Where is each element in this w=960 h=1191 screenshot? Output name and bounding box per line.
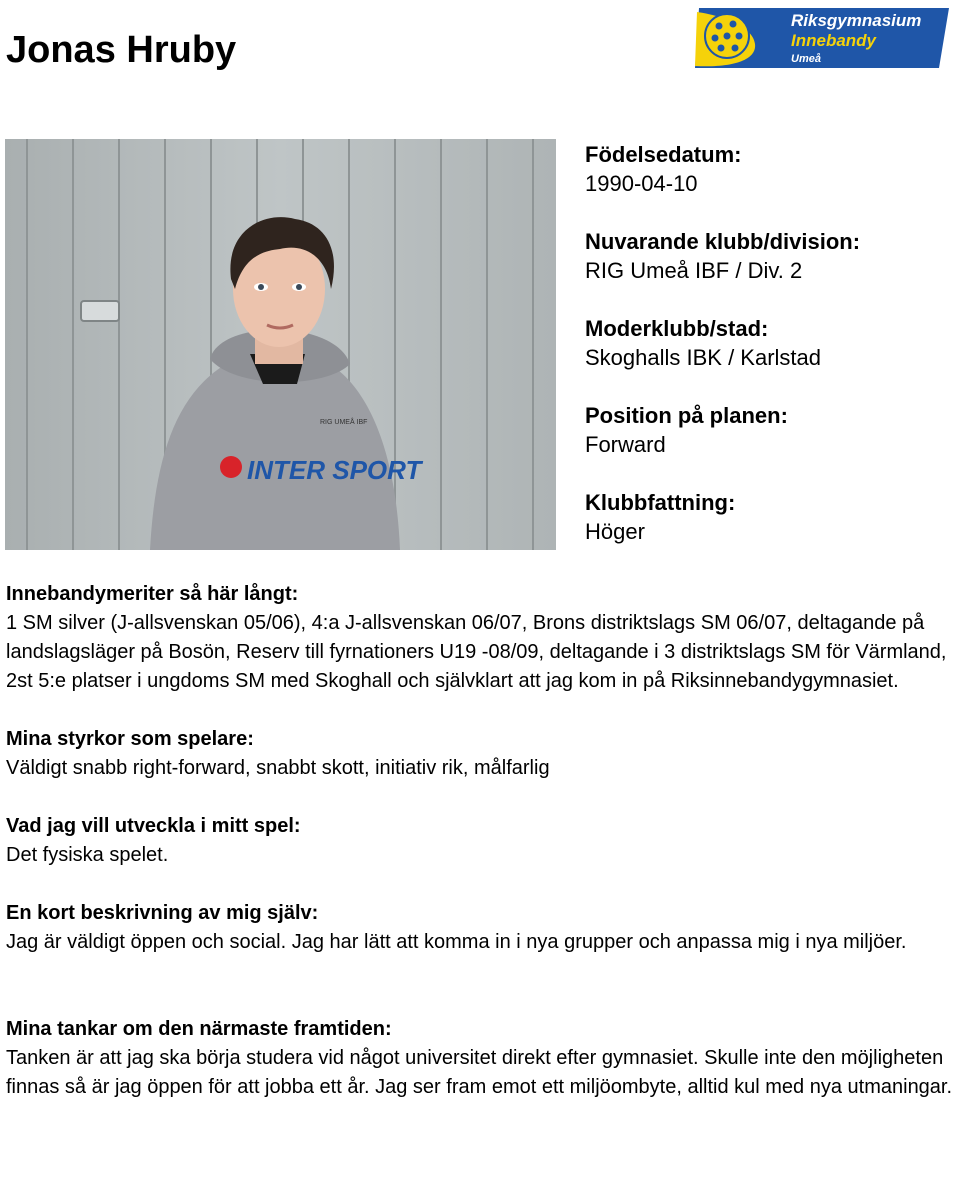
section-label: Vad jag vill utveckla i mitt spel: <box>6 815 301 837</box>
section-body: 1 SM silver (J-allsvenskan 05/06), 4:a J-allsvenskan 06/07, Brons distriktslags SM 06/07, deltagande på landslagsläger på Bosön, Reserv till fyrnationers U19 -08/09, deltagande i 3 distriktslags SM för Värmland, 2st 5:e platser i ungdoms SM med Skoghall och självklart att jag kom in på Riksinnebandygymnasiet. <box>6 612 947 692</box>
section-body: Tanken är att jag ska börja studera vid något universitet direkt efter gymnasiet. Skulle inte den möjligheten finnas så är jag öppen för att jobba ett år. Jag ser fram emot ett miljöombyte, alltid kul med nya utmaningar. <box>6 1047 953 1098</box>
section-future <box>6 1015 956 1102</box>
section-label: Mina styrkor som spelare: <box>6 728 254 750</box>
fact-label: Moderklubb/stad: <box>585 316 769 341</box>
section-body: Jag är väldigt öppen och social. Jag har lätt att komma in i nya grupper och anpassa mig i nya miljöer. <box>6 931 907 953</box>
fact-label: Klubbfattning: <box>585 490 736 515</box>
riksgymnasium-innebandy-logo <box>693 4 955 72</box>
page-title: Jonas Hruby <box>6 29 237 71</box>
profile-sections <box>6 580 956 1102</box>
player-photo <box>5 139 556 550</box>
fact-value: Höger <box>585 519 645 544</box>
logo-line-3: Umeå <box>791 53 821 65</box>
fact-current-club <box>585 227 945 285</box>
logo-line-1: Riksgymnasium <box>791 11 922 30</box>
fact-value: RIG Umeå IBF / Div. 2 <box>585 258 803 283</box>
fact-value: Forward <box>585 432 666 457</box>
fact-position <box>585 401 945 459</box>
fact-value: 1990-04-10 <box>585 171 698 196</box>
logo-line-2: Innebandy <box>791 31 877 50</box>
section-body: Väldigt snabb right-forward, snabbt skott, initiativ rik, målfarlig <box>6 757 550 779</box>
fact-label: Födelsedatum: <box>585 142 742 167</box>
section-label: En kort beskrivning av mig själv: <box>6 902 319 924</box>
section-merits <box>6 580 956 696</box>
fact-home-club <box>585 314 945 372</box>
fact-birthdate <box>585 140 945 198</box>
section-strengths <box>6 725 956 783</box>
fact-value: Skoghalls IBK / Karlstad <box>585 345 822 370</box>
fact-label: Nuvarande klubb/division: <box>585 229 861 254</box>
section-body: Det fysiska spelet. <box>6 844 169 866</box>
section-development <box>6 812 956 870</box>
player-facts <box>585 140 945 575</box>
section-label: Mina tankar om den närmaste framtiden: <box>6 1018 392 1040</box>
section-self-description <box>6 899 956 957</box>
intersport-dot-icon <box>220 456 242 478</box>
section-label: Innebandymeriter så här långt: <box>6 583 299 605</box>
fact-label: Position på planen: <box>585 403 788 428</box>
fact-grip <box>585 488 945 546</box>
hoodie-chest-text: RIG UMEÅ IBF <box>320 419 368 426</box>
hoodie-brand-text: INTER SPORT <box>247 455 422 485</box>
